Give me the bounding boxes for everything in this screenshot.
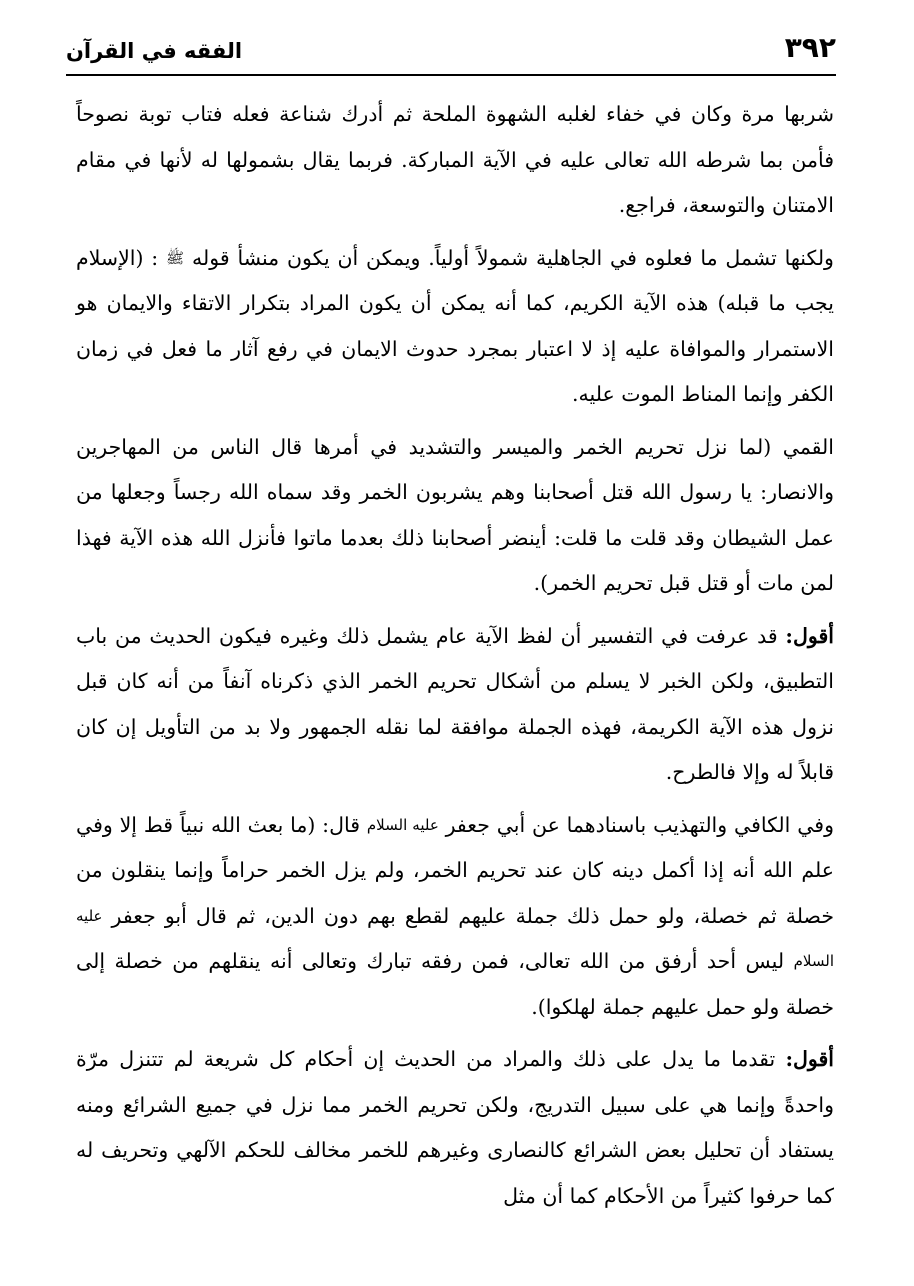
paragraph-text: قد عرفت في التفسير أن لفظ الآية عام يشمل ذلك وغيره فيكون الحديث من باب التطبيق، ولكن الخبر لا يسلم من أشكال تحريم الخمر الذي ذكرناه آنفاً من أنه كان قبل نزول هذه الآية الكريمة، فهذه الجملة موافقة لما نقله الجمهور ولا بد من التأويل إن كان قابلاً له وإلا فالطرح. bbox=[76, 623, 834, 784]
paragraph-text-middle: قال: (ما بعث الله نبياً قط إلا وفي علم الله أنه إذا أكمل دينه كان عند تحريم الخمر، ولم يزل الخمر حراماً وإنما ينقلون من خصلة ثم خصلة، ولو حمل ذلك جملة عليهم لقطع بهم دون الدين، ثم قال أبو جعفر bbox=[76, 812, 834, 928]
paragraph-3 bbox=[76, 425, 834, 607]
paragraph-6 bbox=[76, 1037, 834, 1219]
paragraph-lead: أقول: bbox=[785, 1047, 834, 1071]
page-number: ٣٩٢ bbox=[784, 31, 836, 64]
paragraph-text: شربها مرة وكان في خفاء لغلبه الشهوة الملحة ثم أدرك شناعة فعله فتاب توبة نصوحاً فأمن بما شرطه الله تعالى عليه في الآية المباركة. فربما يقال بشمولها له لأنها في مقام الامتنان والتوسعة، فراجع. bbox=[76, 102, 834, 217]
paragraph-text: القمي (لما نزل تحريم الخمر والميسر والتشديد في أمرها قال الناس من المهاجرين والانصار: يا رسول الله قتل أصحابنا وهم يشربون الخمر وقد سماه الله رجساً وجعلها من عمل الشيطان وقد قلت ما قلت: أينضر أصحابنا ذلك بعدما ماتوا فأنزل الله هذه الآية فهذا لمن مات أو قتل قبل تحريم الخمر). bbox=[76, 434, 834, 595]
paragraph-text-continued: ليس أحد أرفق من الله تعالى، فمن رفقه تبارك وتعالى أنه ينقلهم من خصلة إلى خصلة ولو حمل عليهم جملة لهلكوا). bbox=[76, 949, 834, 1019]
header-rule bbox=[66, 74, 836, 76]
page-header bbox=[66, 28, 836, 78]
paragraph-4 bbox=[76, 614, 834, 796]
salutation-mark: عليه السلام bbox=[366, 815, 439, 834]
salutation-mark-2: عليه السلام bbox=[76, 906, 834, 970]
paragraph-5 bbox=[76, 803, 834, 1031]
paragraph-text: ولكنها تشمل ما فعلوه في الجاهلية شمولاً أولياً. ويمكن أن يكون منشأ قوله bbox=[192, 245, 834, 270]
paragraph-text: وفي الكافي والتهذيب باسنادهما عن أبي جعفر bbox=[445, 812, 834, 837]
paragraph-text: تقدما ما يدل على ذلك والمراد من الحديث إن أحكام كل شريعة لم تتنزل مرّة واحدةً وإنما هي على سبيل التدريج، ولكن تحريم الخمر مما نزل في جميع الشرائع ومنه يستفاد أن تحليل بعض الشرائع كالنصارى وغيرهم للخمر مخالف للحكم الآلهي وتحريف له كما حرفوا كثيراً من الأحكام كما أن مثل bbox=[76, 1047, 834, 1208]
running-title: الفقه في القرآن bbox=[66, 39, 243, 63]
paragraph-1 bbox=[76, 92, 834, 229]
paragraph-2 bbox=[76, 236, 834, 418]
salutation-mark: ﷺ bbox=[166, 248, 185, 267]
paragraph-lead: أقول: bbox=[785, 623, 834, 648]
paragraph-text-continued: : (الإسلام يجب ما قبله) هذه الآية الكريم، كما أنه يمكن أن يكون المراد بتكرار الاتقاء والايمان هو الاستمرار والموافاة عليه إذ لا اعتبار بمجرد حدوث الايمان في رفع آثار ما فعل في زمان الكفر وإنما المناط الموت عليه. bbox=[76, 245, 834, 406]
page-body bbox=[76, 92, 834, 1226]
